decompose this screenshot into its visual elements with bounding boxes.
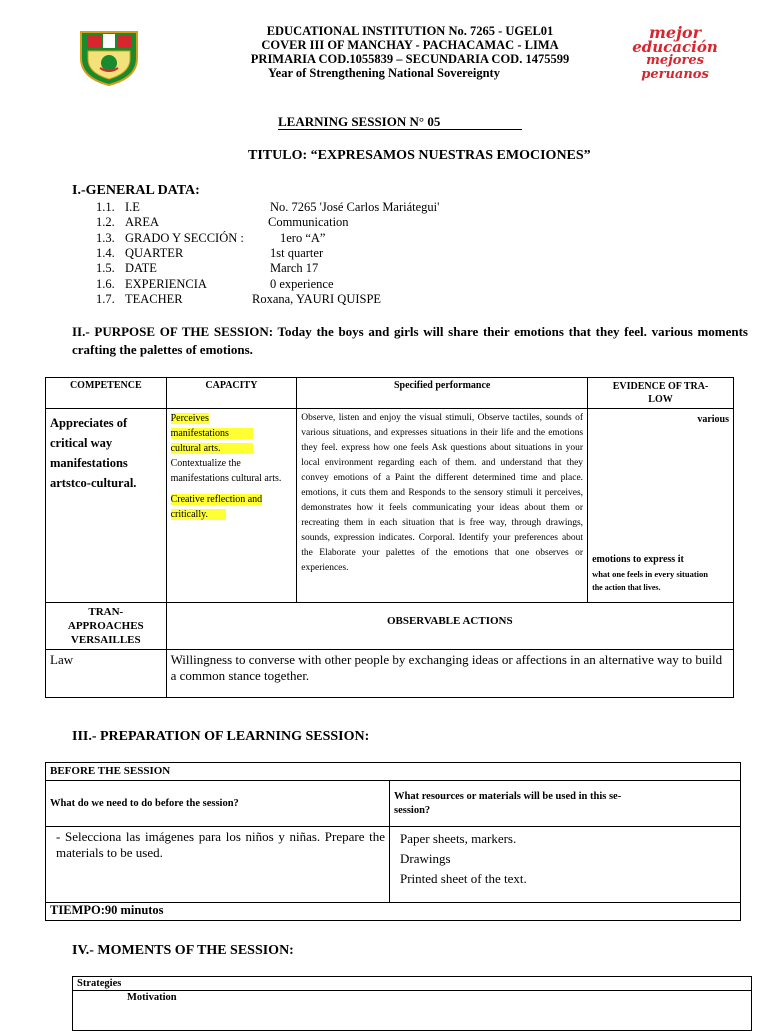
evidence-b: emotions to express it [592,554,684,565]
action-cell: Willingness to converse with other people by exchanging ideas or affections in an alternative way to build a common stance together. [166,650,733,698]
question-1: What do we need to do before the session? [46,781,390,827]
general-item-label: GRADO Y SECCIÓN : [125,230,244,245]
preparation-table [45,762,741,921]
header-line-4: Year of Strengthening National Sovereignty [268,66,500,80]
col-approaches: TRAN- APPROACHES VERSAILLES [46,603,167,650]
general-item-value: March 17 [270,261,319,276]
capacity-2: Contextualize the manifestations cultural arts. [170,458,282,484]
purpose-text: II.- PURPOSE OF THE SESSION: Today the boys and girls will share their emotions that they feel. various moments crafting the palettes of emotions. [72,324,748,357]
general-item-label: QUARTER [125,245,184,260]
general-item-num: 1.5. [96,261,115,276]
motivation-label: Motivation [73,991,752,1031]
general-item-value: No. 7265 'José Carlos Mariátegui' [270,200,440,214]
general-item-value: 0 experience [270,276,334,291]
general-data-heading: I.-GENERAL DATA: [72,183,200,198]
answer-2 [390,827,741,903]
col-competence: COMPETENCE [46,378,167,409]
material-2: Drawings [400,851,451,866]
evidence-c: what one feels in every situation [592,569,708,579]
col-evidence: EVIDENCE OF TRA- LOW [588,378,734,409]
session-title: LEARNING SESSION N° 05 [278,115,522,130]
general-item-num: 1.7. [96,291,115,306]
general-item-num: 1.2. [96,215,115,230]
brand-line-4: peruanos [641,67,709,82]
capacity-1a: Perceives [170,413,209,424]
strategies-label: Strategies [73,977,752,991]
brand-line-1: mejor [649,23,701,42]
general-item-value: 1st quarter [270,245,324,260]
general-item-label: I.E [125,200,140,214]
evidence-cell [588,409,734,603]
general-item-num: 1.3. [96,230,115,245]
session-titulo: TITULO: “EXPRESAMOS NUESTRAS EMOCIONES” [248,148,591,163]
before-session-label: BEFORE THE SESSION [46,763,741,781]
evidence-a: various [697,414,729,425]
preparation-heading: III.- PREPARATION OF LEARNING SESSION: [72,729,370,744]
competence-table [45,377,734,698]
header-line-2: COVER III OF MANCHAY - PACHACAMAC - LIMA [261,38,559,52]
header-line-1: EDUCATIONAL INSTITUTION No. 7265 - UGEL01 [266,24,554,38]
general-item-label: TEACHER [125,291,183,306]
capacity-1b: manifestations [171,428,253,439]
general-item-value: 1ero “A” [280,230,326,245]
capacity-3b: critically. [171,509,226,520]
general-item-value: Communication [268,215,349,230]
competence-cell: Appreciates of critical way manifestations artstco-cultural. [46,409,167,603]
col-capacity: CAPACITY [166,378,297,409]
moments-table [72,976,752,1031]
approach-cell: Law [46,650,167,698]
performance-cell: Observe, listen and enjoy the visual stimuli, Observe tactiles, sounds of various situations, and expresses situations in their life and the emotions they feel. express how one feels Ask questions about situations in your local environment regarding each of them. and understand that they convey emotions of a Paint the different determined time and place. emotions, it cuts them and Responds to the sensory stimuli it perceives, demonstrates how it feels communicating your ideas about them or recreating them in each situation that is free way, through drawings, sounds, expression indicates. Corporal. Identify your preferences about the Elaborate your palettes of the emotions that one observes or experiences. [297,409,588,603]
col-performance: Specified performance [297,378,588,409]
question-2: What resources or materials will be used in this se- session? [390,781,741,827]
brand-line-3: mejores [646,53,704,68]
general-item-num: 1.6. [96,276,115,291]
brand-line-2: educación [632,38,718,56]
col-actions: OBSERVABLE ACTIONS [166,603,733,650]
header-line-3: PRIMARIA COD.1055839 – SECUNDARIA COD. 1475599 [250,52,570,66]
brand-logo [630,23,720,82]
moments-heading: IV.- MOMENTS OF THE SESSION: [72,943,294,958]
general-item-num: 1.4. [96,245,115,260]
capacity-3a: Creative reflection and [170,494,263,505]
general-item-value: Roxana, YAURI QUISPE [252,291,382,306]
general-item-label: DATE [125,261,157,276]
general-item-label: AREA [125,215,160,230]
capacity-cell [166,409,297,603]
material-1: Paper sheets, markers. [400,831,517,846]
answer-1: - Selecciona las imágenes para los niños y niñas. Prepare the materials to be used. [46,827,390,903]
general-item-num: 1.1. [96,200,115,214]
material-3: Printed sheet of the text. [400,871,527,886]
evidence-d: the action that lives. [592,583,661,592]
school-crest-logo [78,28,140,86]
tiempo-label: TIEMPO:90 minutos [46,903,741,921]
capacity-1c: cultural arts. [171,443,253,454]
general-item-label: EXPERIENCIA [125,276,207,291]
